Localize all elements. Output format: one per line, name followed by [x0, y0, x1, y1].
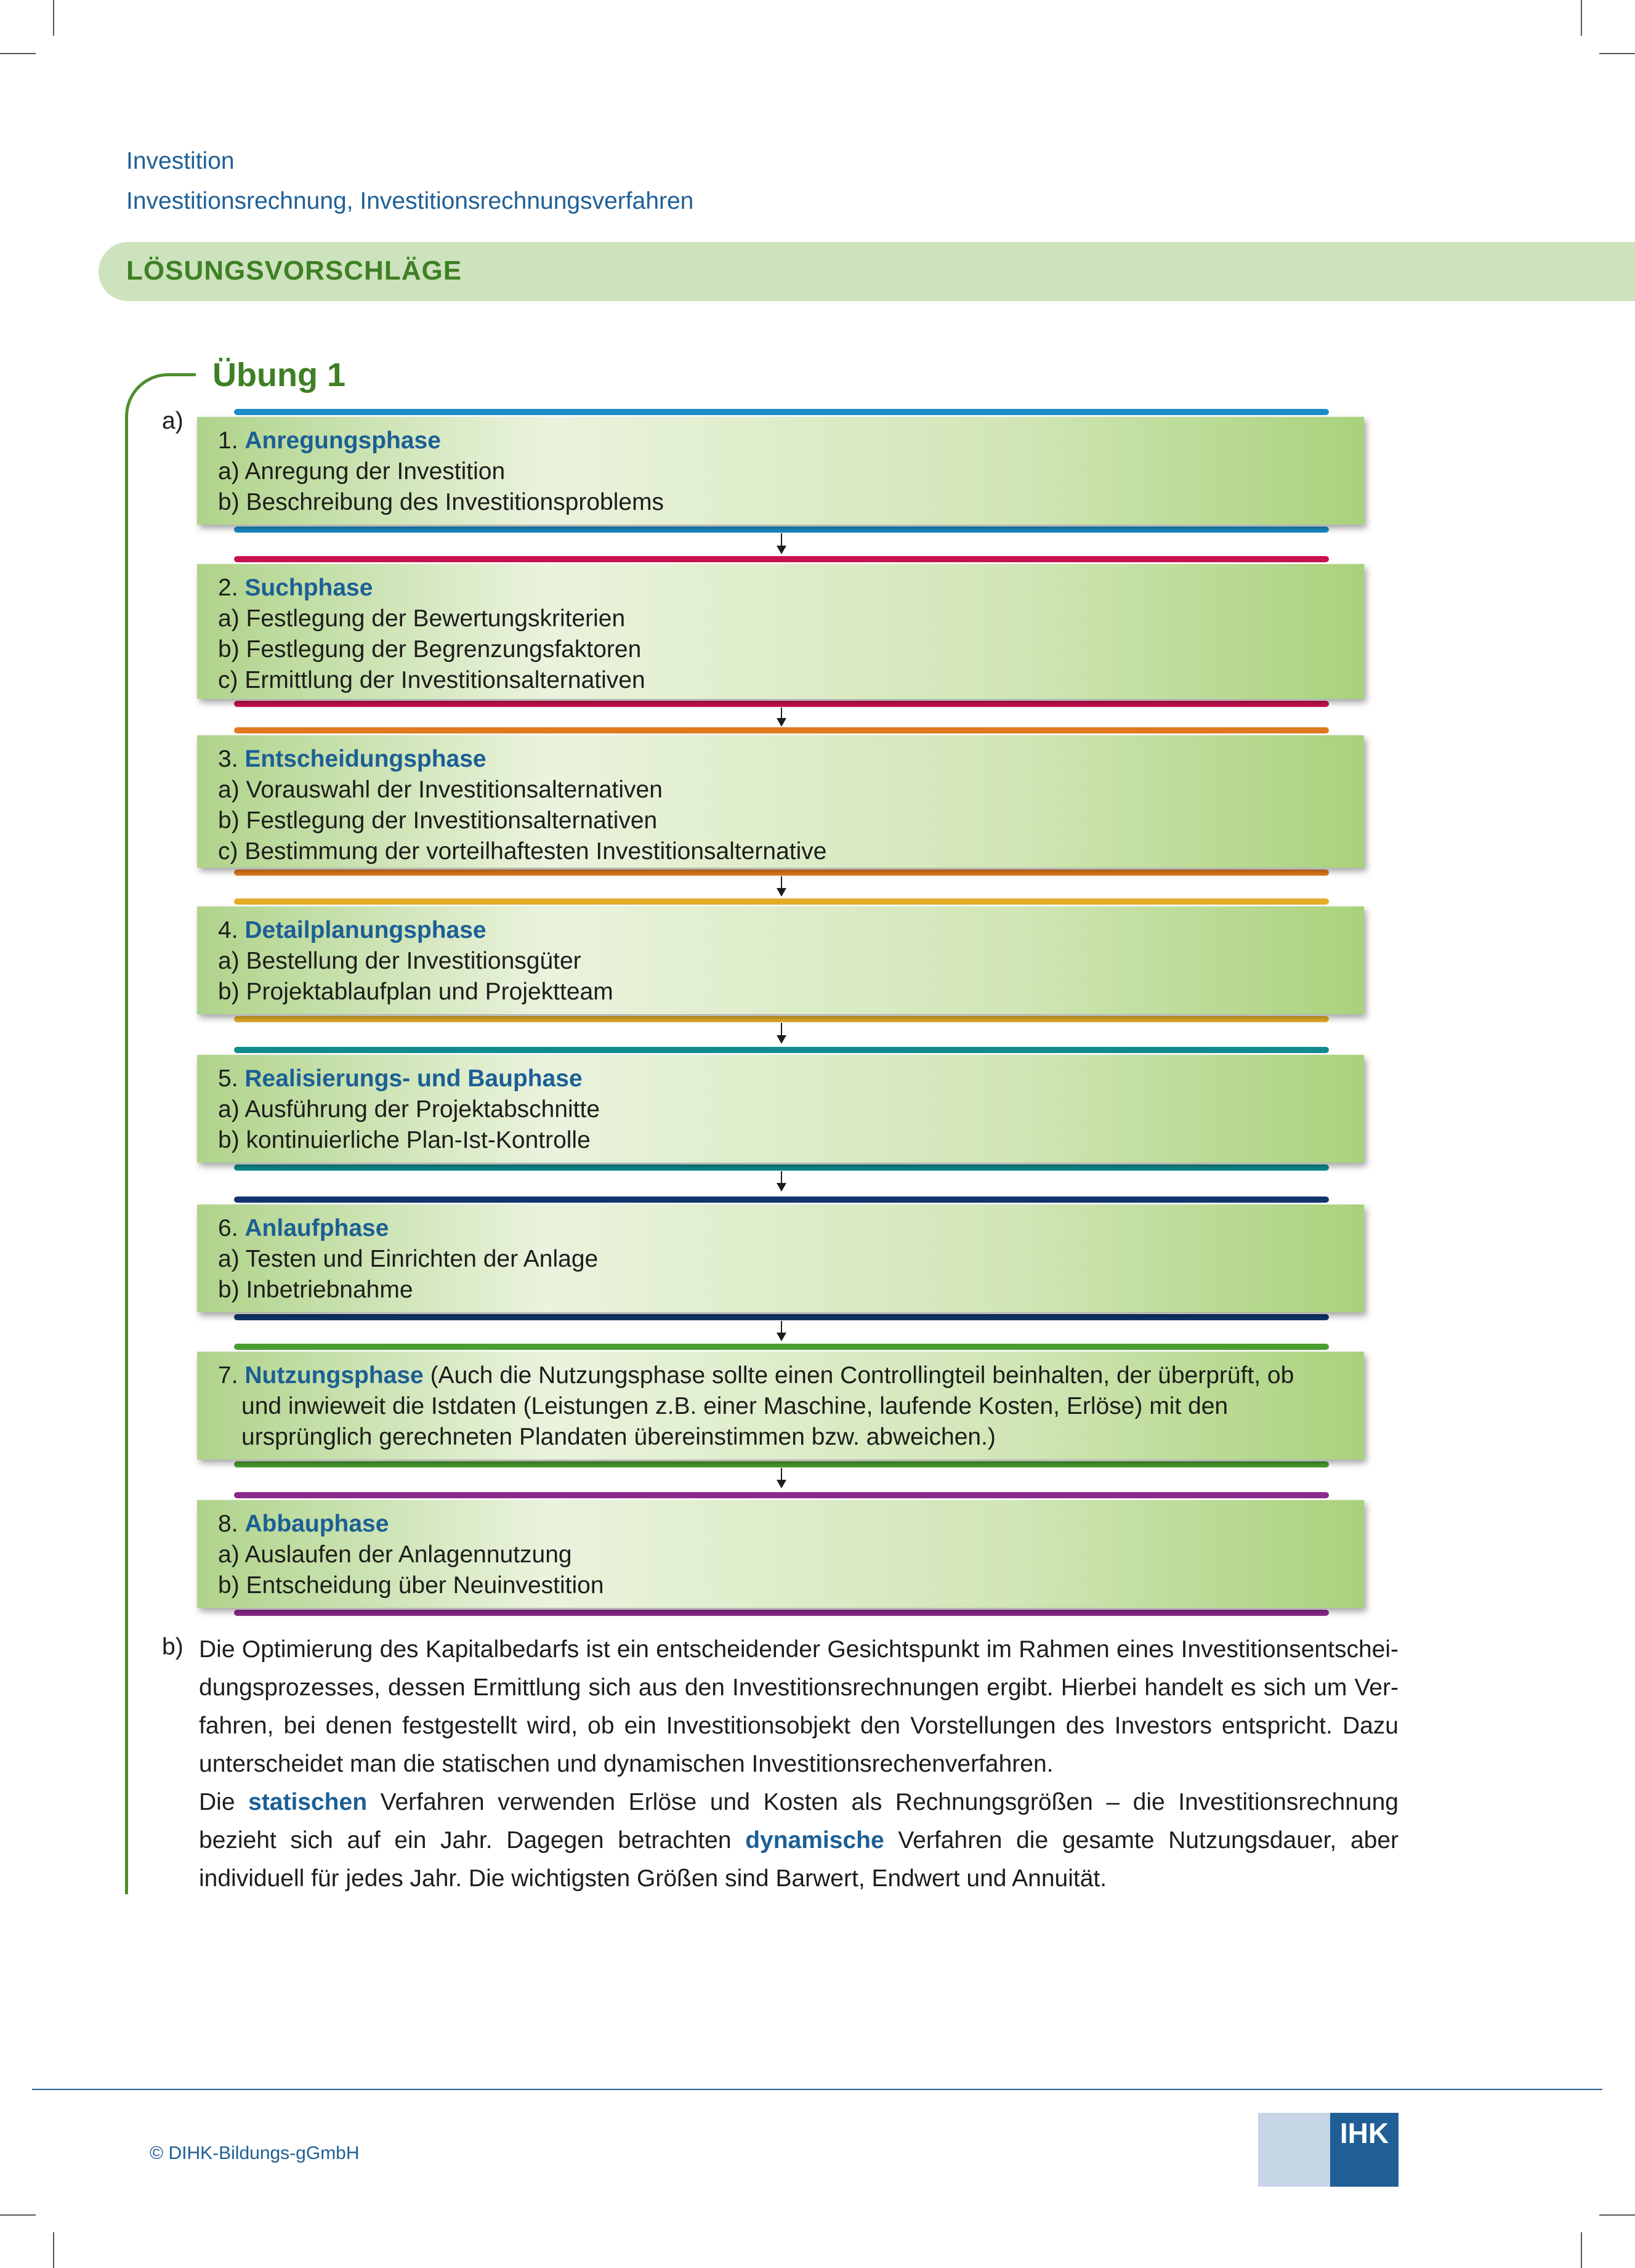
phase-line: a) Auslaufen der Anlagennutzung [218, 1541, 572, 1568]
phase-number: 6. [218, 1215, 238, 1241]
phase-line: a) Vorauswahl der Investitionsalternativen [218, 777, 663, 803]
flow-arrow-head [777, 888, 786, 897]
flow-arrow [781, 533, 782, 547]
header-subtopic: Investitionsrechnung, Investitionsrechnungsverfahren [126, 188, 694, 214]
phase-line: a) Bestellung der Investitionsgüter [218, 948, 581, 974]
phase-5-box [197, 1055, 1364, 1163]
phase-2-box [197, 564, 1364, 699]
part-b-paragraph-1: Die Optimierung des Kapitalbedarfs ist ein entscheidender Gesichtspunkt im Rahmen eines Investitionsentscheidungsprozesses, dessen Ermittlung sich aus den Investitionsrechnungen ergibt. Hierbei handelt es sich um Verfahren, bei denen festgestellt wird, ob ein Investitionsobjekt den Vorstellungen des Investors entspricht. Dazu unterscheidet man die statischen und dynamischen Investitionsrechenverfahren. [199, 1636, 1399, 1777]
phase-3-box [197, 735, 1364, 868]
phase-2-bar-bottom [234, 701, 1329, 707]
phase-5-bar-top [234, 1047, 1329, 1053]
phase-3-bar-bottom [234, 870, 1329, 876]
phase-3-bar-top [234, 727, 1329, 733]
text-run: Verfahren die gesamte Nutzungsdauer, aber individuell für jedes Jahr. Die wichtigsten Größen sind Barwert, Endwert und Annuität. [199, 1827, 1399, 1892]
phase-line: b) Projektablaufplan und Projektteam [218, 979, 613, 1005]
phase-title: Anregungsphase [244, 427, 441, 454]
phase-number: 7. [218, 1362, 238, 1389]
crop-mark [1599, 53, 1635, 54]
phase-line: b) Festlegung der Investitionsalternativen [218, 807, 658, 834]
exercise-bracket [125, 373, 196, 1894]
phase-number: 3. [218, 746, 238, 772]
crop-mark [0, 2214, 36, 2216]
phase-8-bar-top [234, 1492, 1329, 1498]
phase-line: und inwieweit die Istdaten (Leistungen z.B. einer Maschine, laufende Kosten, Erlöse) mit den [241, 1393, 1229, 1419]
part-a-label: a) [162, 408, 184, 434]
crop-mark [53, 0, 54, 36]
phase-8-bar-bottom [234, 1610, 1329, 1616]
crop-mark [1581, 2232, 1582, 2268]
phase-line: b) Inbetriebnahme [218, 1277, 413, 1303]
phase-8-box [197, 1500, 1364, 1608]
phase-1-bar-bottom [234, 527, 1329, 533]
phase-number: 5. [218, 1065, 238, 1092]
flow-arrow-head [777, 718, 786, 727]
flow-arrow [781, 1023, 782, 1036]
phase-line: b) kontinuierliche Plan-Ist-Kontrolle [218, 1127, 591, 1153]
keyword-statisch: statischen [248, 1789, 368, 1815]
keyword-dynamisch: dynamische [745, 1827, 884, 1854]
crop-mark [53, 2232, 54, 2268]
phase-line: b) Beschreibung des Investitionsproblems [218, 489, 664, 515]
phase-number: 4. [218, 917, 238, 943]
phase-line: b) Entscheidung über Neuinvestition [218, 1572, 604, 1599]
phase-5-bar-bottom [234, 1164, 1329, 1171]
phase-line: c) Ermittlung der Investitionsalternativen [218, 667, 645, 693]
phase-2-bar-top [234, 556, 1329, 562]
phase-7-bar-bottom [234, 1461, 1329, 1467]
crop-mark [1599, 2214, 1635, 2216]
text-run: Die [199, 1789, 249, 1815]
phase-number: 2. [218, 575, 238, 601]
exercise-title: Übung 1 [212, 357, 345, 393]
phase-line: b) Festlegung der Begrenzungsfaktoren [218, 636, 642, 663]
part-b-text [199, 1631, 1399, 1898]
header-topic: Investition [126, 148, 235, 174]
flow-arrow-head [777, 1035, 786, 1044]
phase-number: 1. [218, 427, 238, 454]
phase-line: a) Festlegung der Bewertungskriterien [218, 605, 626, 632]
text-run: Verfahren verwenden Erlöse und Kosten als Rechnungsgrößen – die Investitionsrechnung bezieht sich auf ein Jahr. Dagegen betrachten [199, 1789, 1399, 1854]
phase-line: a) Anregung der Investition [218, 458, 506, 485]
phase-line: a) Ausführung der Projektabschnitte [218, 1096, 600, 1123]
section-title: LÖSUNGSVORSCHLÄGE [126, 256, 462, 286]
phase-4-box [197, 906, 1364, 1014]
ihk-logo: IHK [1330, 2113, 1399, 2187]
phase-title: Detailplanungsphase [244, 917, 486, 943]
crop-mark [0, 53, 36, 54]
phase-6-box [197, 1205, 1364, 1312]
section-band [99, 242, 1635, 301]
phase-1-box [197, 417, 1364, 525]
flow-arrow-head [777, 1480, 786, 1488]
phase-4-bar-bottom [234, 1016, 1329, 1022]
crop-mark [1581, 0, 1582, 36]
footer-divider [32, 2089, 1602, 2090]
flow-arrow-head [777, 1183, 786, 1192]
phase-7-bar-top [234, 1344, 1329, 1350]
phase-4-bar-top [234, 898, 1329, 905]
flow-arrow-head [777, 546, 786, 554]
phase-title: Suchphase [244, 575, 373, 601]
phase-title: Realisierungs- und Bauphase [244, 1065, 583, 1092]
part-b-paragraph-2 [199, 1783, 1399, 1898]
phase-title: Abbauphase [244, 1511, 389, 1537]
phase-number: 8. [218, 1511, 238, 1537]
phase-1-bar-top [234, 409, 1329, 415]
phase-title: Nutzungsphase [244, 1362, 424, 1389]
phase-line: c) Bestimmung der vorteilhaftesten Investitionsalternative [218, 838, 827, 865]
phase-line: a) Testen und Einrichten der Anlage [218, 1246, 599, 1272]
copyright-text: © DIHK-Bildungs-gGmbH [150, 2143, 360, 2163]
part-b-label: b) [162, 1634, 184, 1660]
phase-7-box [197, 1352, 1364, 1459]
phase-6-bar-bottom [234, 1314, 1329, 1320]
phase-title: Entscheidungsphase [244, 746, 486, 772]
phase-title: Anlaufphase [244, 1215, 389, 1241]
flow-arrow-head [777, 1333, 786, 1341]
phase-line: ursprünglich gerechneten Plandaten übereinstimmen bzw. abweichen.) [241, 1424, 996, 1450]
phase-6-bar-top [234, 1197, 1329, 1203]
phase-inline-text: (Auch die Nutzungsphase sollte einen Controllingteil beinhalten, der überprüft, ob [423, 1362, 1294, 1389]
